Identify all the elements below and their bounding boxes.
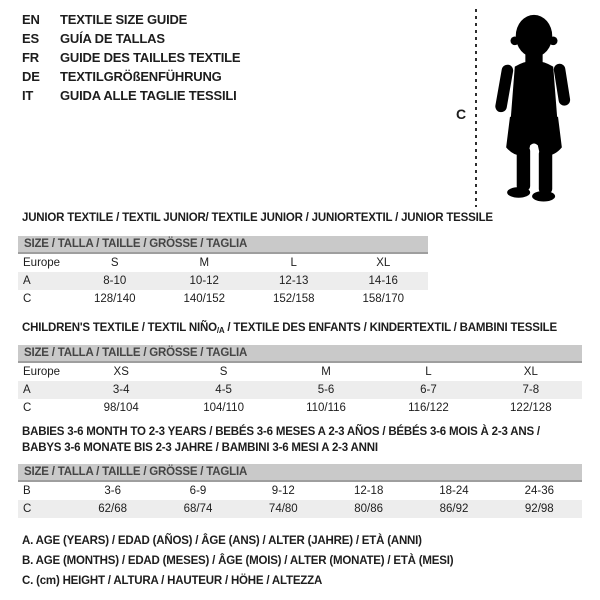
junior-table-title: JUNIOR TEXTILE / TEXTIL JUNIOR/ TEXTILE JUNIOR / JUNIORTEXTIL / JUNIOR TESSILE bbox=[22, 212, 493, 224]
language-code: ES bbox=[22, 31, 39, 46]
table-row bbox=[18, 363, 582, 381]
language-title: GUIDA ALLE TAGLIE TESSILI bbox=[60, 88, 237, 103]
age-cell: 9-12 bbox=[271, 485, 295, 497]
height-cell: 110/116 bbox=[306, 402, 346, 414]
table-row bbox=[18, 254, 428, 272]
table-row bbox=[18, 272, 428, 290]
row-label: B bbox=[23, 485, 31, 497]
size-header-bar: SIZE / TALLA / TAILLE / GRÖSSE / TAGLIA bbox=[18, 464, 582, 482]
babies-table-title-line1: BABIES 3-6 MONTH TO 2-3 YEARS / BEBÉS 3-6 MESES A 2-3 AÑOS / BÉBÉS 3-6 MOIS À 2-3 ANS / bbox=[22, 426, 540, 438]
height-cell: 128/140 bbox=[93, 293, 136, 305]
row-label: Europe bbox=[23, 366, 61, 378]
age-cell: 12-13 bbox=[279, 275, 309, 287]
size-cell: L bbox=[290, 257, 297, 269]
height-cell: 140/152 bbox=[183, 293, 226, 305]
height-cell: 68/74 bbox=[183, 503, 213, 515]
size-cell: S bbox=[110, 257, 119, 269]
age-cell: 8-10 bbox=[103, 275, 127, 287]
row-label: C bbox=[23, 503, 32, 515]
children-title-prefix: CHILDREN'S TEXTILE / TEXTIL NIÑO bbox=[22, 322, 217, 334]
row-label: C bbox=[23, 402, 32, 414]
height-cell: 62/68 bbox=[98, 503, 128, 515]
language-code: IT bbox=[22, 88, 34, 103]
footnote-height-cm: C. (cm) HEIGHT / ALTURA / HAUTEUR / HÖHE / ALTEZZA bbox=[22, 575, 323, 587]
age-cell: 4-5 bbox=[215, 384, 232, 396]
size-cell: M bbox=[199, 257, 210, 269]
language-row bbox=[22, 29, 240, 48]
height-measure-dashed-line bbox=[475, 9, 477, 207]
age-cell: 18-24 bbox=[439, 485, 469, 497]
table-row bbox=[18, 381, 582, 399]
height-cell: 152/158 bbox=[272, 293, 315, 305]
age-cell: 3-4 bbox=[112, 384, 130, 396]
language-code: EN bbox=[22, 12, 40, 27]
babies-textile-section bbox=[18, 426, 582, 518]
table-row bbox=[18, 399, 582, 417]
language-title: GUIDE DES TAILLES TEXTILE bbox=[60, 50, 241, 65]
size-cell: L bbox=[425, 366, 432, 378]
language-title: TEXTILE SIZE GUIDE bbox=[60, 12, 188, 27]
age-cell: 5-6 bbox=[317, 384, 335, 396]
age-cell: 12-18 bbox=[353, 485, 384, 497]
table-row bbox=[18, 482, 582, 500]
age-cell: 6-7 bbox=[420, 384, 437, 396]
size-header-bar: SIZE / TALLA / TAILLE / GRÖSSE / TAGLIA bbox=[18, 236, 428, 254]
height-cell: 92/98 bbox=[524, 503, 554, 515]
age-cell: 3-6 bbox=[104, 485, 121, 497]
height-cell: 74/80 bbox=[268, 503, 298, 515]
children-title-suffix: / TEXTILE DES ENFANTS / KINDERTEXTIL / BAMBINI TESSILE bbox=[224, 322, 557, 334]
age-cell: 10-12 bbox=[189, 275, 219, 287]
legend-footnotes bbox=[22, 535, 453, 595]
height-measure-label: C bbox=[456, 106, 467, 122]
row-label: C bbox=[23, 293, 32, 305]
language-row bbox=[22, 67, 240, 86]
language-code: DE bbox=[22, 69, 40, 84]
language-title: TEXTILGRÖßENFÜHRUNG bbox=[60, 69, 222, 84]
footnote-age-months: B. AGE (MONTHS) / EDAD (MESES) / ÂGE (MOIS) / ALTER (MONATE) / ETÀ (MESI) bbox=[22, 555, 454, 567]
junior-textile-section bbox=[18, 212, 493, 308]
footnote-age-years: A. AGE (YEARS) / EDAD (AÑOS) / ÂGE (ANS) / ALTER (JAHRE) / ETÀ (ANNI) bbox=[22, 535, 422, 547]
children-textile-section bbox=[18, 322, 582, 417]
table-row bbox=[18, 290, 428, 308]
age-cell: 14-16 bbox=[368, 275, 398, 287]
children-table-title bbox=[22, 322, 582, 335]
row-label: A bbox=[23, 384, 31, 396]
age-cell: 6-9 bbox=[189, 485, 207, 497]
size-cell: XS bbox=[113, 366, 129, 378]
height-cell: 158/170 bbox=[362, 293, 405, 305]
size-cell: S bbox=[219, 366, 228, 378]
height-cell: 122/128 bbox=[510, 402, 552, 414]
size-cell: XL bbox=[376, 257, 391, 269]
height-cell: 86/92 bbox=[439, 503, 469, 515]
row-label: A bbox=[23, 275, 31, 287]
toddler-silhouette-image bbox=[486, 6, 582, 208]
language-title: GUÍA DE TALLAS bbox=[60, 31, 165, 46]
language-code: FR bbox=[22, 50, 39, 65]
language-row bbox=[22, 48, 240, 67]
size-cell: XL bbox=[523, 366, 538, 378]
language-title-block bbox=[22, 10, 240, 105]
age-cell: 7-8 bbox=[522, 384, 540, 396]
age-cell: 24-36 bbox=[524, 485, 555, 497]
row-label: Europe bbox=[23, 257, 61, 269]
height-cell: 116/122 bbox=[408, 402, 449, 414]
language-row bbox=[22, 86, 240, 105]
children-title-subscript: /A bbox=[216, 326, 225, 335]
babies-table-title-line2: BABYS 3-6 MONATE BIS 2-3 JAHRE / BAMBINI 3-6 MESI A 2-3 ANNI bbox=[22, 442, 378, 454]
height-cell: 80/86 bbox=[354, 503, 384, 515]
size-cell: M bbox=[321, 366, 331, 378]
language-row bbox=[22, 10, 240, 29]
height-cell: 98/104 bbox=[103, 402, 139, 414]
table-row bbox=[18, 500, 582, 518]
height-cell: 104/110 bbox=[203, 402, 244, 414]
size-header-bar: SIZE / TALLA / TAILLE / GRÖSSE / TAGLIA bbox=[18, 345, 582, 363]
